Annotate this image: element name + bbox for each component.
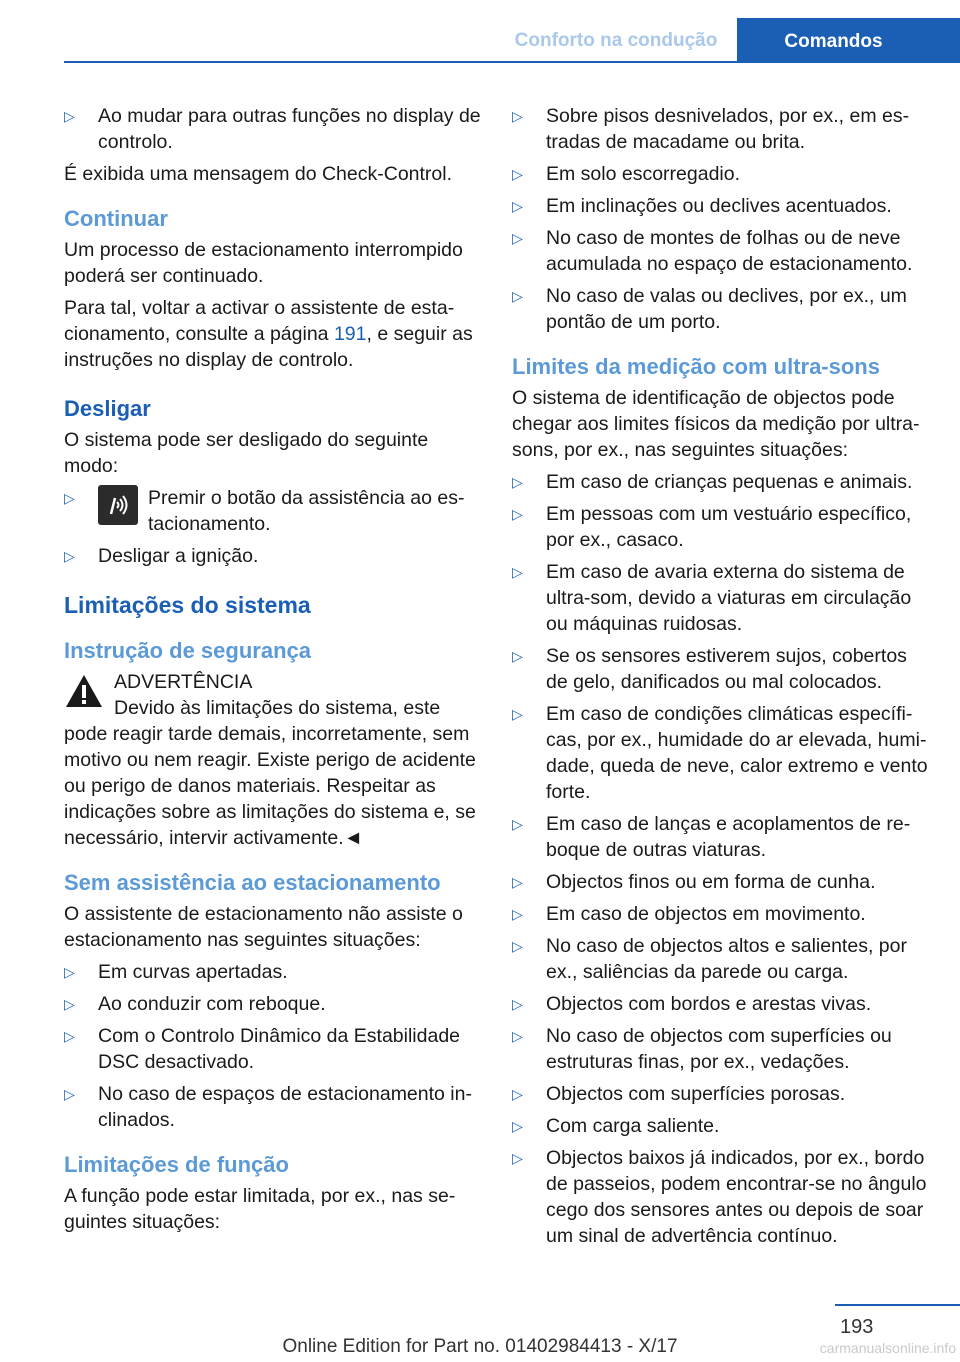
list-item-text: Ao conduzir com reboque. [98,993,326,1015]
list-item [64,103,482,155]
list-item [512,991,928,1017]
bullet-icon: ▷ [512,1028,523,1044]
list-item [64,959,482,985]
heading-funcao: Limitações de função [64,1152,289,1177]
paragraph [64,295,482,373]
bullet-icon: ▷ [512,506,523,522]
list-item-text: Em caso de crianças pequenas e animais. [546,471,913,493]
list-item [64,485,482,537]
list-item-text: Se os sensores estiverem sujos, cobertos de gelo, danificados ou mal colocados. [546,645,907,693]
list-item-text: Premir o botão da assistência ao estacionamento. [148,487,465,535]
list-item [64,543,482,569]
list-item [512,1081,928,1107]
bullet-icon: ▷ [64,1086,75,1102]
warning-title: ADVERTÊNCIA [114,671,253,693]
paragraph: O assistente de estacionamento não assiste o estacionamento nas seguintes situações: [64,903,463,951]
list-item-text: Sobre pisos desnivelados, por ex., em estradas de macadame ou brita. [546,105,910,153]
list-item-text: Em solo escorregadio. [546,163,741,185]
bullet-icon: ▷ [512,816,523,832]
list-item-text: Desligar a ignição. [98,545,259,567]
warning-text: pode reagir tarde demais, incorretamente, sem motivo ou nem reagir. Existe perigo de acidente ou perigo de danos materiais. Respeitar as indicações sobre as limitações do sistema e, se necessário, intervir activamente.◄ [64,723,476,849]
list-item [512,811,928,863]
list-item [512,901,928,927]
list-item-text: Ao mudar para outras funções no display de controlo. [98,105,481,153]
list-item [512,1113,928,1139]
list-item [512,559,928,637]
list-item-text: Em pessoas com um vestuário específico, por ex., casaco. [546,503,912,551]
list-item-text: Em inclinações ou declives acentuados. [546,195,892,217]
list-item [64,1081,482,1133]
paragraph: A função pode estar limitada, por ex., nas seguintes situações: [64,1185,456,1233]
paragraph: O sistema de identificação de objectos pode chegar aos limites físicos da medição por ultra-sons, por ex., nas seguintes situações: [512,387,920,461]
list-item [512,193,928,219]
bullet-icon: ▷ [512,1150,523,1166]
park-assist-button-icon [98,485,138,525]
bullet-icon: ▷ [64,996,75,1012]
list-item-text: Objectos finos ou em forma de cunha. [546,871,876,893]
list-item-text: Objectos com bordos e arestas vivas. [546,993,872,1015]
left-column [64,103,482,1241]
list-item [512,225,928,277]
section-title: Conforto na condução [514,30,718,51]
list-item [64,991,482,1017]
list-item-text: No caso de objectos altos e salientes, por ex., saliências da parede ou carga. [546,935,907,983]
heading-sem-assistencia: Sem assistência ao estacionamento [64,870,441,895]
page-header [0,0,960,62]
list-item [512,869,928,895]
bullet-icon: ▷ [64,108,75,124]
list-item-text: Com o Controlo Dinâmico da Estabilidade DSC desactivado. [98,1025,461,1073]
list-item-text: No caso de valas ou declives, por ex., um pontão de um porto. [546,285,907,333]
list-item [512,469,928,495]
bullet-icon: ▷ [512,1118,523,1134]
list-item [512,283,928,335]
list-item [512,103,928,155]
sem-list [64,959,482,1133]
list-item-text: Com carga saliente. [546,1115,720,1137]
list-item [512,643,928,695]
warning-block [64,669,482,851]
bullet-icon: ▷ [64,1028,75,1044]
right-column [512,103,928,1255]
list-item [512,501,928,553]
bullet-icon: ▷ [512,230,523,246]
list-item-text: No caso de objectos com superfícies ou estruturas finas, por ex., vedações. [546,1025,892,1073]
list-item-text: Em caso de objectos em movimento. [546,903,866,925]
bullet-icon: ▷ [512,706,523,722]
bullet-icon: ▷ [512,996,523,1012]
warning-text: Devido às limitações do sistema, este [114,697,441,719]
paragraph: Um processo de estacionamento interrompido poderá ser continuado. [64,239,463,287]
bullet-icon: ▷ [512,648,523,664]
bullet-icon: ▷ [512,166,523,182]
list-item-text: Em caso de lanças e acoplamentos de reboque de outras viaturas. [546,813,911,861]
edition-footer: Online Edition for Part no. 01402984413 - X/17 [282,1336,678,1357]
bullet-icon: ▷ [512,108,523,124]
list-item-text: Em caso de avaria externa do sistema de ultra-som, devido a viaturas em circulação ou máquinas ruidosas. [546,561,912,635]
list-item [512,161,928,187]
list-item-text: Em curvas apertadas. [98,961,288,983]
paragraph: O sistema pode ser desligado do seguinte modo: [64,429,429,477]
paragraph-text: , e seguir as instruções no display de controlo. [64,323,473,371]
bullet-icon: ▷ [512,474,523,490]
bullet-icon: ▷ [512,906,523,922]
list-item [512,1023,928,1075]
bullet-icon: ▷ [64,490,75,506]
header-rule [64,61,960,63]
bullet-icon: ▷ [512,288,523,304]
bullet-icon: ▷ [512,874,523,890]
list-item-text: Objectos baixos já indicados, por ex., bordo de passeios, podem encontrar-se no ângulo cego dos sensores antes ou depois de soar um sinal de advertência contínuo. [546,1147,927,1247]
heading-desligar: Desligar [64,396,151,421]
heading-instrucao: Instrução de segurança [64,638,311,663]
list-item-text: Em caso de condições climáticas específicas, por ex., humidade do ar elevada, humidade, queda de neve, calor extremo e vento forte. [546,703,928,803]
heading-continuar: Continuar [64,206,168,231]
bullet-icon: ▷ [512,1086,523,1102]
paragraph-text: Para tal, voltar a activar o assistente de estacionamento, consulte a página [64,297,455,345]
page-number: 193 [840,1316,874,1338]
heading-limites: Limites da medição com ultra-sons [512,354,880,379]
paragraph: É exibida uma mensagem do Check-Control. [64,163,453,185]
list-item [64,1023,482,1075]
page-link[interactable]: 191 [333,323,367,345]
list-item [512,933,928,985]
list-item [512,1145,928,1249]
list-item [512,701,928,805]
bullet-icon: ▷ [512,198,523,214]
footer-rule [835,1304,960,1306]
bullet-icon: ▷ [512,564,523,580]
list-item-text: No caso de espaços de estacionamento inclinados. [98,1083,472,1131]
ultrasound-list [512,469,928,1249]
warning-icon [64,673,104,709]
heading-limitacoes: Limitações do sistema [64,592,311,618]
bullet-icon: ▷ [512,938,523,954]
bullet-icon: ▷ [64,964,75,980]
list-item-text: No caso de montes de folhas ou de neve acumulada no espaço de estacionamento. [546,227,913,275]
bullet-icon: ▷ [64,548,75,564]
chapter-tab: Comandos [737,18,960,62]
list-item-text: Objectos com superfícies porosas. [546,1083,846,1105]
watermark: carmanualsonline.info [819,1340,956,1356]
func-list [512,103,928,335]
